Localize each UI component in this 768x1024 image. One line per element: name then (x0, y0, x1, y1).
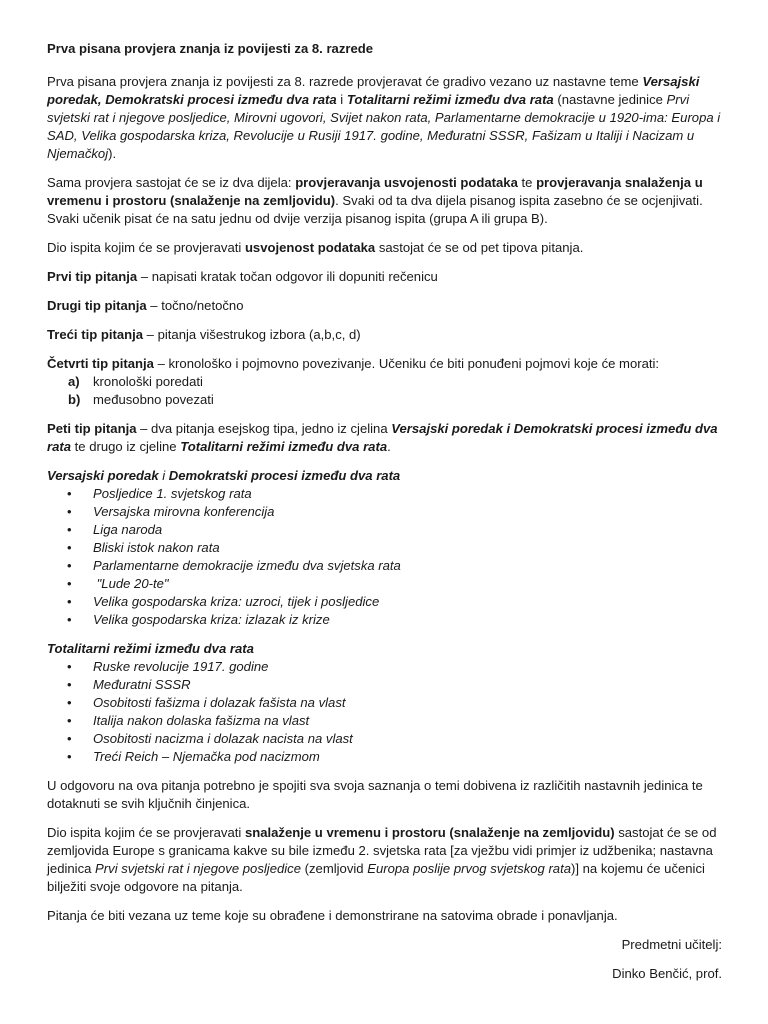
question-type-4 (47, 355, 722, 373)
type5-unit-2: Totalitarni režimi između dva rata (180, 439, 388, 454)
list-item-label: a) (68, 374, 80, 389)
data-intro-text-2: sastojat će se od pet tipova pitanja. (375, 240, 584, 255)
map-title: Europa poslije prvog svjetskog rata (367, 861, 572, 876)
section-1-heading-part-1: Versajski poredak (47, 468, 159, 483)
list-item-label: b) (68, 392, 81, 407)
structure-part-1: provjeravanja usvojenosti podataka (295, 175, 518, 190)
list-item (47, 676, 722, 694)
type5-text-3: . (387, 439, 391, 454)
list-item (47, 658, 722, 676)
question-type-label: Peti tip pitanja (47, 421, 137, 436)
list-item (47, 373, 722, 391)
section-2-heading: Totalitarni režimi između dva rata (47, 641, 254, 656)
list-item (47, 712, 722, 730)
structure-text-2: te (517, 175, 537, 190)
intro-text-4: ). (108, 146, 117, 161)
closing-paragraph: Pitanja će biti vezana uz teme koje su obrađene i demonstrirane na satovima obrade i ponavljanja. (47, 908, 618, 923)
question-type-2 (47, 297, 722, 315)
bullet-icon: • (67, 677, 72, 692)
map-text-1: Dio ispita kojim će se provjeravati (47, 825, 245, 840)
map-section-paragraph (47, 824, 722, 896)
bullet-icon: • (67, 558, 72, 573)
map-bold: snalaženje u vremenu i prostoru (snalaženje na zemljovidu) (244, 825, 615, 840)
question-type-label: Drugi tip pitanja (47, 298, 147, 313)
section-1-list (47, 485, 722, 629)
list-item-text: Ruske revolucije 1917. godine (93, 659, 269, 674)
list-item-text: Liga naroda (93, 522, 163, 537)
structure-text-1: Sama provjera sastojat će se iz dva dijela: (47, 175, 296, 190)
type5-text-2: te drugo iz cjeline (71, 439, 181, 454)
section-1-heading-joiner: i (158, 468, 169, 483)
bullet-icon: • (67, 486, 72, 501)
list-item-text: Velika gospodarska kriza: uzroci, tijek i posljedice (93, 594, 380, 609)
intro-topic-1: Versajski poredak, Demokratski procesi između dva rata (47, 74, 700, 107)
bullet-icon: • (67, 522, 72, 537)
question-type-label: Četvrti tip pitanja (47, 356, 154, 371)
section-1-heading (47, 467, 722, 485)
bullet-icon: • (67, 504, 72, 519)
list-item (47, 485, 722, 503)
list-item-text: kronološki poredati (93, 374, 203, 389)
data-intro-bold: usvojenost podataka (244, 240, 376, 255)
list-item (47, 503, 722, 521)
list-item-text: "Lude 20-te" (93, 576, 169, 591)
list-item-text: Velika gospodarska kriza: izlazak iz krize (93, 612, 330, 627)
lettered-list (47, 373, 722, 409)
question-type-5 (47, 420, 722, 456)
list-item (47, 521, 722, 539)
bullet-icon: • (67, 713, 72, 728)
list-item-text: Bliski istok nakon rata (93, 540, 220, 555)
section-1-heading-part-2: Demokratski procesi između dva rata (168, 468, 401, 483)
question-type-1 (47, 268, 722, 286)
question-type-desc: – kronološko i pojmovno povezivanje. Učeniku će biti ponuđeni pojmovi koje će morati: (153, 356, 660, 371)
bullet-icon: • (67, 612, 72, 627)
signature-name: Dinko Benčić, prof. (612, 966, 722, 981)
question-type-3 (47, 326, 722, 344)
structure-paragraph (47, 174, 722, 228)
document-title: Prva pisana provjera znanja iz povijesti za 8. razrede (47, 41, 374, 56)
list-item-text: Osobitosti fašizma i dolazak fašista na vlast (93, 695, 346, 710)
intro-text-3: (nastavne jedinice (553, 92, 667, 107)
bullet-icon: • (67, 540, 72, 555)
structure-text-3: . Svaki od ta dva dijela pisanog ispita zasebno će se ocjenjivati. Svaki učenik pisat će na satu jednu od dvije verzija pisanog ispita (grupa A ili grupa B). (47, 193, 703, 226)
question-type-desc: – pitanja višestrukog izbora (a,b,c, d) (143, 327, 361, 342)
question-type-desc: – napisati kratak točan odgovor ili dopuniti rečenicu (137, 269, 438, 284)
intro-text-2: i (336, 92, 347, 107)
list-item (47, 611, 722, 629)
list-item (47, 748, 722, 766)
map-text-2: sastojat će se od zemljovida Europe s granicama kakve su bile između 2. svjetska rata [za vježbu vidi primjer iz udžbenika; nastavna jedinica (47, 825, 717, 876)
list-item-text: Treći Reich – Njemačka pod nacizmom (93, 749, 320, 764)
bullet-icon: • (67, 659, 72, 674)
question-type-label: Prvi tip pitanja (47, 269, 138, 284)
question-type-desc: – točno/netočno (146, 298, 244, 313)
intro-topic-2: Totalitarni režimi između dva rata (346, 92, 554, 107)
type5-text-1: – dva pitanja esejskog tipa, jedno iz cjelina (136, 421, 392, 436)
structure-part-2: provjeravanja snalaženja u vremenu i prostoru (snalaženje na zemljovidu) (47, 175, 703, 208)
bullet-icon: • (67, 731, 72, 746)
list-item (47, 593, 722, 611)
bullet-icon: • (67, 749, 72, 764)
question-type-label: Treći tip pitanja (47, 327, 144, 342)
list-item (47, 539, 722, 557)
list-item (47, 730, 722, 748)
map-unit: Prvi svjetski rat i njegove posljedice (95, 861, 301, 876)
list-item-text: Parlamentarne demokracije između dva svjetska rata (93, 558, 401, 573)
data-intro-text-1: Dio ispita kojim će se provjeravati (47, 240, 245, 255)
intro-paragraph (47, 73, 722, 163)
list-item-text: Osobitosti nacizma i dolazak nacista na vlast (93, 731, 353, 746)
list-item (47, 391, 722, 409)
signature-role: Predmetni učitelj: (621, 937, 722, 952)
map-text-4: )] na kojemu će učenici bilježiti svoje odgovore na pitanja. (47, 861, 705, 894)
list-item-text: Međuratni SSSR (93, 677, 191, 692)
data-section-intro (47, 239, 722, 257)
list-item-text: Italija nakon dolaska fašizma na vlast (93, 713, 310, 728)
bullet-icon: • (67, 594, 72, 609)
intro-text-1: Prva pisana provjera znanja iz povijesti za 8. razrede provjeravat će gradivo vezano uz nastavne teme (47, 74, 643, 89)
list-item (47, 694, 722, 712)
map-text-3: (zemljovid (301, 861, 368, 876)
list-item (47, 557, 722, 575)
list-item-text: Posljedice 1. svjetskog rata (93, 486, 252, 501)
type5-unit-1: Versajski poredak i Demokratski procesi između dva rata (47, 421, 718, 454)
intro-units: Prvi svjetski rat i njegove posljedice, Mirovni ugovori, Svijet nakon rata, Parlamentarne demokracije u 1920-ima: Europa i SAD, Velika gospodarska kriza, Revolucije u Rusiji 1917. godine, Međuratni SSSR, Fašizam u Italiji i Nacizam u Njemačkoj (47, 92, 721, 161)
list-item-text: Versajska mirovna konferencija (93, 504, 275, 519)
answer-instructions: U odgovoru na ova pitanja potrebno je spojiti sva svoja saznanja o temi dobivena iz različitih nastavnih jedinica te dotaknuti se svih ključnih činjenica. (47, 778, 703, 811)
section-2-list (47, 658, 722, 766)
bullet-icon: • (67, 576, 72, 591)
list-item (47, 575, 722, 593)
list-item-text: međusobno povezati (93, 392, 214, 407)
bullet-icon: • (67, 695, 72, 710)
